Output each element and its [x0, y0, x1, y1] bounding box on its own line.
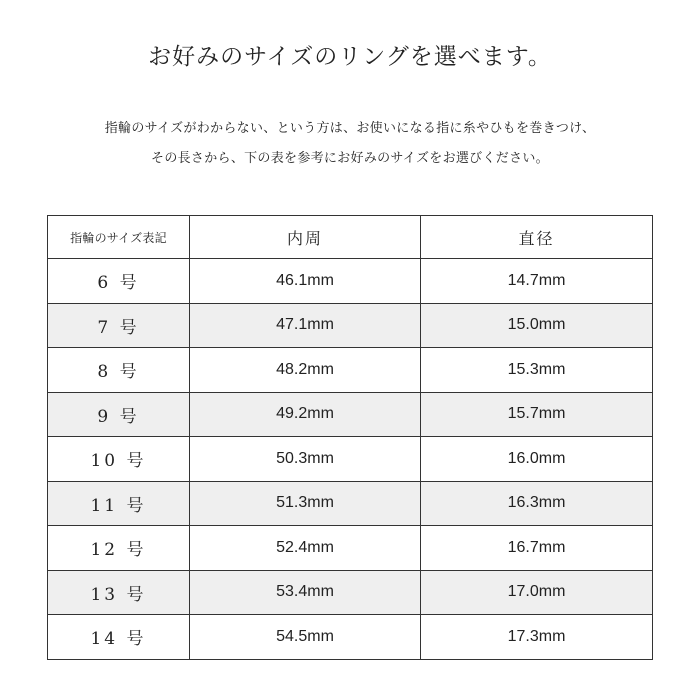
table-row — [48, 526, 653, 571]
size-cell: 10 号 — [48, 437, 190, 482]
inner-cell: 50.3mm — [190, 437, 421, 482]
size-cell: 11 号 — [48, 481, 190, 526]
size-cell: 13 号 — [48, 570, 190, 615]
ring-size-table — [47, 215, 653, 660]
inner-cell: 51.3mm — [190, 481, 421, 526]
table-row — [48, 259, 653, 304]
table-row — [48, 303, 653, 348]
inner-cell: 52.4mm — [190, 526, 421, 571]
inner-cell: 53.4mm — [190, 570, 421, 615]
page-title: お好みのサイズのリングを選べます。 — [148, 44, 552, 70]
size-cell: 9 号 — [48, 392, 190, 437]
inner-cell: 46.1mm — [190, 259, 421, 304]
table-row — [48, 481, 653, 526]
inner-cell: 54.5mm — [190, 615, 421, 660]
description-line-1: 指輪のサイズがわからない、という方は、お使いになる指に糸やひもを巻きつけ、 — [104, 121, 596, 136]
diameter-cell: 16.7mm — [421, 526, 653, 571]
size-cell: 6 号 — [48, 259, 190, 304]
header-diameter: 直径 — [421, 216, 653, 259]
header-size-label: 指輪のサイズ表記 — [48, 216, 190, 259]
header-inner-circumference: 内周 — [190, 216, 421, 259]
inner-cell: 48.2mm — [190, 348, 421, 393]
diameter-cell: 15.0mm — [421, 303, 653, 348]
table-row — [48, 570, 653, 615]
table-row — [48, 437, 653, 482]
diameter-cell: 16.3mm — [421, 481, 653, 526]
diameter-cell: 16.0mm — [421, 437, 653, 482]
diameter-cell: 15.7mm — [421, 392, 653, 437]
diameter-cell: 15.3mm — [421, 348, 653, 393]
table-row — [48, 392, 653, 437]
size-cell: 8 号 — [48, 348, 190, 393]
table-row — [48, 348, 653, 393]
inner-cell: 47.1mm — [190, 303, 421, 348]
diameter-cell: 17.0mm — [421, 570, 653, 615]
size-cell: 12 号 — [48, 526, 190, 571]
diameter-cell: 14.7mm — [421, 259, 653, 304]
description-line-2: その長さから、下の表を参考にお好みのサイズをお選びください。 — [151, 151, 549, 166]
table-header-row — [48, 216, 653, 259]
diameter-cell: 17.3mm — [421, 615, 653, 660]
size-cell: 7 号 — [48, 303, 190, 348]
inner-cell: 49.2mm — [190, 392, 421, 437]
size-cell: 14 号 — [48, 615, 190, 660]
table-row — [48, 615, 653, 660]
